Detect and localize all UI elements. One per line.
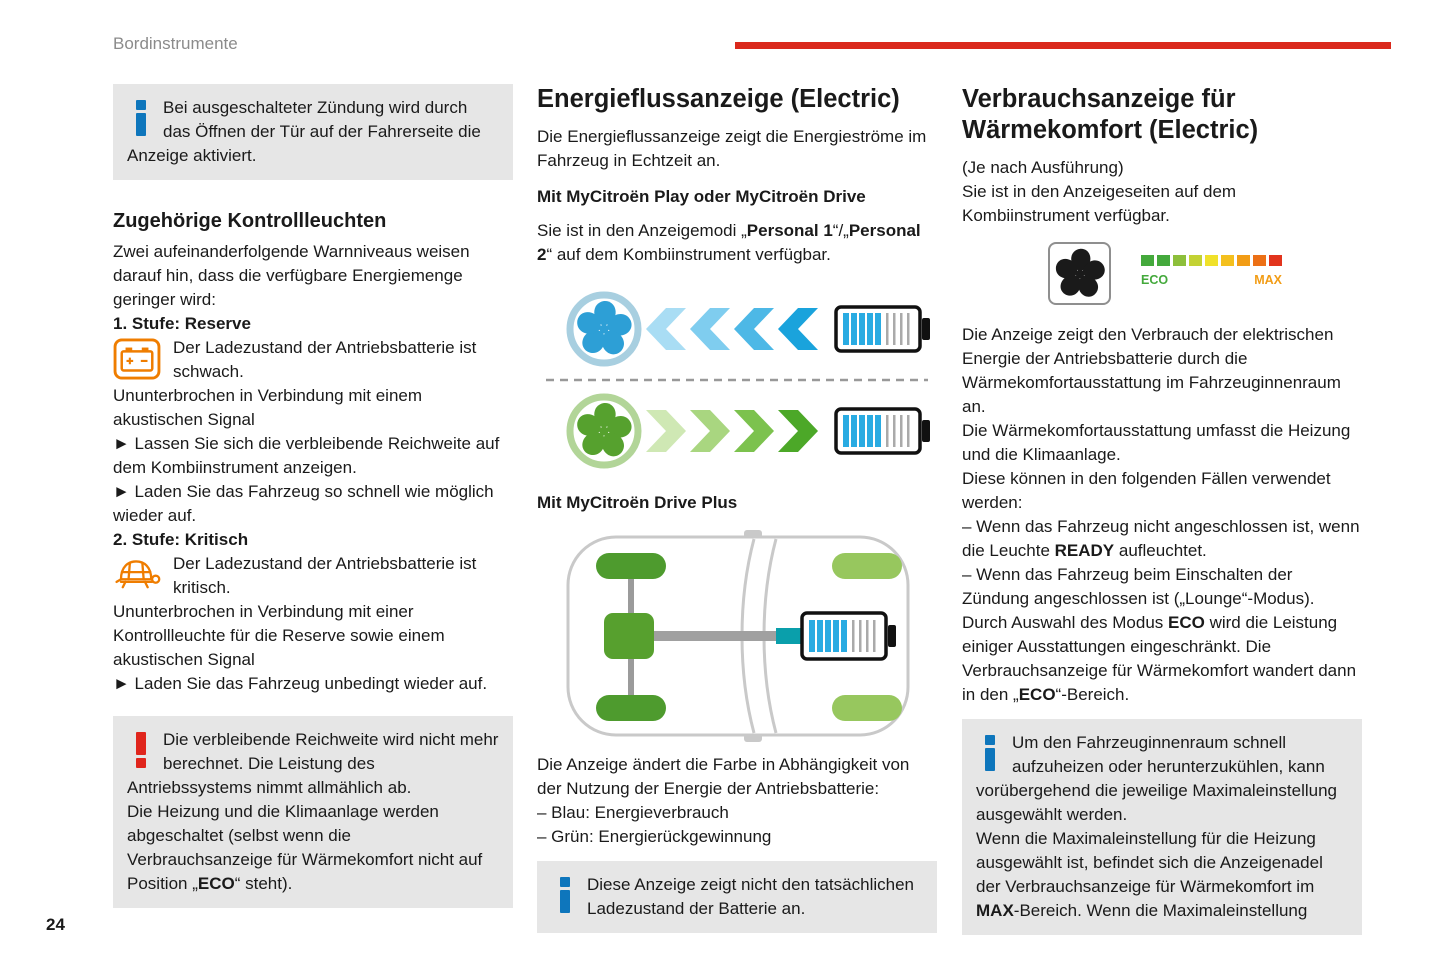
info-box-ignition	[113, 84, 513, 180]
stage1-action-2: ► Laden Sie das Fahrzeug so schnell wie möglich wieder auf.	[113, 482, 494, 525]
comfort-paragraph-1: Die Anzeige zeigt den Verbrauch der elektrischen Energie der Antriebsbatterie durch die Wärmekomfortausstattung im Fahrzeuginnenraum an.	[962, 325, 1341, 416]
info-icon	[984, 735, 996, 771]
fan-icon	[1048, 242, 1111, 305]
info-box-charge-state	[537, 861, 937, 933]
battery-icon	[836, 307, 930, 351]
battery-icon	[802, 613, 896, 659]
page-number: 24	[46, 915, 65, 934]
section-heading: Zugehörige Kontrollleuchten	[113, 210, 387, 232]
legend-green: – Grün: Energierückgewinnung	[537, 827, 772, 846]
info-box-text: Diese Anzeige zeigt nicht den tatsächlichen Ladezustand der Batterie an.	[587, 875, 914, 918]
wheel-front-right	[596, 695, 666, 721]
info-box-text-1: Um den Fahrzeuginnenraum schnell aufzuheizen oder herunterzukühlen, kann vorübergehend die jeweilige Maximaleinstellung ausgewählt werden.	[976, 733, 1337, 824]
subheading-drive-plus: Mit MyCitroën Drive Plus	[537, 493, 738, 512]
color-paragraph: Die Anzeige ändert die Farbe in Abhängigkeit von der Nutzung der Energie der Antriebsbatterie:	[537, 755, 910, 798]
intro-text: Zwei aufeinanderfolgende Warnniveaus weisen darauf hin, dass die verfügbare Energiemenge geringer wird:	[113, 242, 470, 309]
turtle-icon	[113, 554, 163, 600]
info-box-text: Bei ausgeschalteter Zündung wird durch das Öffnen der Tür auf der Fahrerseite die Anzeige aktiviert.	[127, 98, 481, 165]
regeneration-row	[570, 397, 930, 465]
stage2-row	[113, 552, 513, 600]
mirror-left	[744, 530, 762, 538]
stage1-note: Ununterbrochen in Verbindung mit einem akustischen Signal	[113, 386, 423, 429]
eco-mode-paragraph: Durch Auswahl des Modus ECO wird die Leistung einiger Ausstattungen eingeschränkt. Die Verbrauchsanzeige für Wärmekomfort wandert dann in den „ECO“-Bereich.	[962, 613, 1357, 704]
wheel-front-left	[596, 553, 666, 579]
stage1-icon-text: Der Ladezustand der Antriebsbatterie ist schwach.	[173, 338, 477, 381]
warning-icon	[135, 732, 147, 768]
energy-link	[776, 628, 802, 644]
energy-flow-intro: Die Energieflussanzeige zeigt die Energieströme im Fahrzeug in Echtzeit an.	[537, 127, 927, 170]
info-icon	[559, 877, 571, 913]
comfort-list-item-1: – Wenn das Fahrzeug nicht angeschlossen ist, wenn die Leuchte READY aufleuchtet.	[962, 517, 1360, 560]
eco-max-scale	[1141, 255, 1282, 292]
comfort-gradient-squares	[1141, 255, 1282, 266]
legend-blue: – Blau: Energieverbrauch	[537, 803, 729, 822]
variant-note: (Je nach Ausführung)	[962, 158, 1124, 177]
drive-plus-diagram	[537, 529, 937, 743]
info-box-max-setting	[962, 719, 1362, 935]
comfort-list-item-2: – Wenn das Fahrzeug beim Einschalten der Zündung angeschlossen ist („Lounge“-Modus).	[962, 565, 1315, 608]
battery-icon	[836, 409, 930, 453]
article-title-comfort: Verbrauchsanzeige für Wärmekomfort (Electric)	[962, 85, 1259, 144]
column-middle	[537, 84, 937, 933]
column-left	[113, 84, 513, 908]
comfort-consumption-graphic	[1048, 242, 1362, 305]
mirror-right	[744, 734, 762, 742]
column-right	[962, 84, 1362, 935]
stage2-action-1: ► Laden Sie das Fahrzeug unbedingt wieder auf.	[113, 674, 488, 693]
info-box-text-2: Wenn die Maximaleinstellung für die Heizung ausgewählt ist, befindet sich die Anzeigenadel der Verbrauchsanzeige für Wärmekomfort im MAX-Bereich. Wenn die Maximaleinstellung	[976, 829, 1323, 920]
wheel-rear-right	[832, 695, 902, 721]
stage2-note: Ununterbrochen in Verbindung mit einer Kontrollleuchte für die Reserve sowie einem akustischen Signal	[113, 602, 445, 669]
info-icon	[135, 100, 147, 136]
running-header: Bordinstrumente	[113, 34, 238, 53]
article-title-energy-flow: Energieflussanzeige (Electric)	[537, 85, 900, 113]
subheading-play-drive: Mit MyCitroën Play oder MyCitroën Drive	[537, 187, 866, 206]
availability-text: Sie ist in den Anzeigeseiten auf dem Kombiinstrument verfügbar.	[962, 182, 1237, 225]
stage1-action-1: ► Lassen Sie sich die verbleibende Reichweite auf dem Kombiinstrument anzeigen.	[113, 434, 500, 477]
stage2-icon-text: Der Ladezustand der Antriebsbatterie ist kritisch.	[173, 554, 477, 597]
header-accent-bar	[735, 42, 1391, 49]
warning-box-range	[113, 716, 513, 908]
consumption-row	[570, 295, 930, 363]
warning-text-1: Die verbleibende Reichweite wird nicht mehr berechnet. Die Leistung des Antriebssystems nimmt allmählich ab.	[127, 730, 499, 797]
stage2-title: 2. Stufe: Kritisch	[113, 530, 249, 549]
stage1-row	[113, 336, 513, 384]
wheel-rear-left	[832, 553, 902, 579]
energy-flow-diagram	[537, 281, 937, 479]
modes-text: Sie ist in den Anzeigemodi „Personal 1“/„Personal 2“ auf dem Kombiinstrument verfügbar.	[537, 221, 921, 264]
max-label: MAX	[1254, 273, 1282, 287]
stage1-title: 1. Stufe: Reserve	[113, 314, 251, 333]
battery-warning-icon	[113, 338, 163, 384]
warning-text-2: Die Heizung und die Klimaanlage werden abgeschaltet (selbst wenn die Verbrauchsanzeige für Wärmekomfort nicht auf Position „ECO“ steht).	[127, 802, 483, 893]
electric-motor	[604, 613, 654, 659]
comfort-paragraph-3: Diese können in den folgenden Fällen verwendet werden:	[962, 469, 1331, 512]
eco-label: ECO	[1141, 273, 1169, 287]
comfort-paragraph-2: Die Wärmekomfortausstattung umfasst die Heizung und die Klimaanlage.	[962, 421, 1351, 464]
